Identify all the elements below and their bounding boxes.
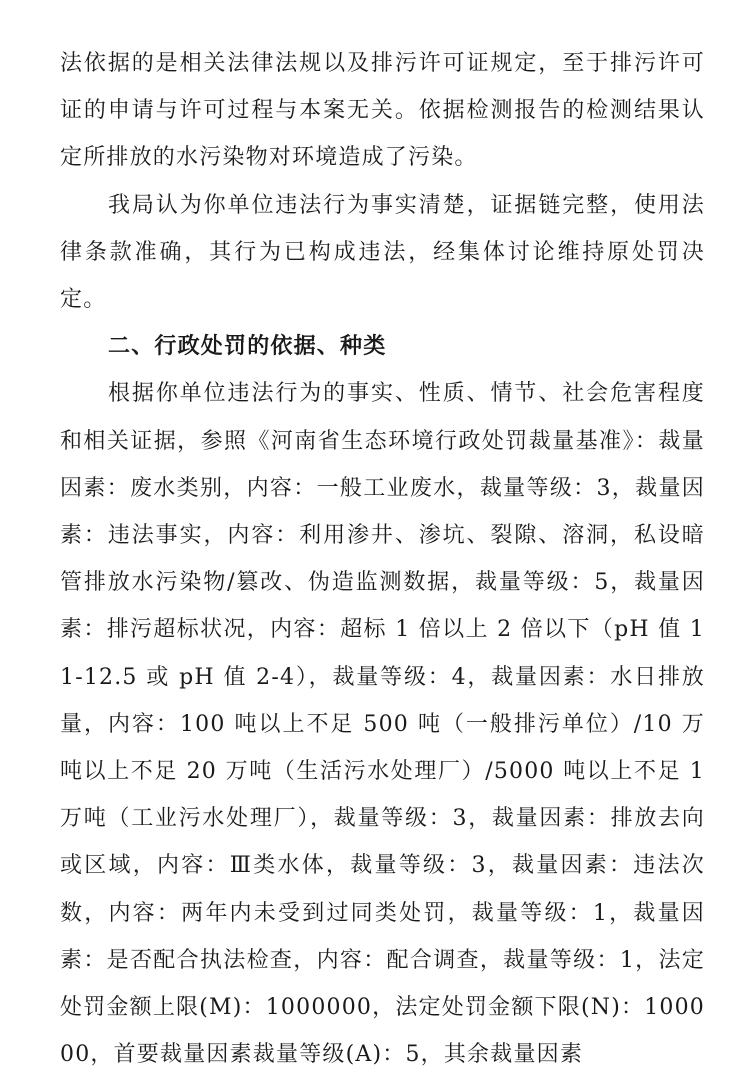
- paragraph-discretion-factors: 根据你单位违法行为的事实、性质、情节、社会危害程度和相关证据，参照《河南省生态环境行政处罚裁量基准》：裁量因素：废水类别，内容：一般工业废水，裁量等级：3，裁量因素：违法事实，内容：利用渗井、渗坑、裂隙、溶洞，私设暗管排放水污染物/篡改、伪造监测数据，裁量等级：5，裁量因素：排污超标状况，内容：超标 1 倍以上 2 倍以下（pH 值 11-12.5 或 pH 值 2-4），裁量等级：4，裁量因素：水日排放量，内容：100 吨以上不足 500 吨（一般排污单位）/10 万吨以上不足 20 万吨（生活污水处理厂）/5000 吨以上不足 1 万吨（工业污水处理厂），裁量等级：3，裁量因素：排放去向或区域，内容：Ⅲ类水体，裁量等级：3，裁量因素：违法次数，内容：两年内未受到过同类处罚，裁量等级：1，裁量因素：是否配合执法检查，内容：配合调查，裁量等级：1，法定处罚金额上限(M)：1000000，法定处罚金额下限(N)：100000，首要裁量因素裁量等级(A)：5，其余裁量因素: [60, 381, 705, 1068]
- paragraph-legal-basis: 法依据的是相关法律法规以及排污许可证规定，至于排污许可证的申请与许可过程与本案无关。依据检测报告的检测结果认定所排放的水污染物对环境造成了污染。: [60, 51, 705, 171]
- paragraph-bureau-decision: 我局认为你单位违法行为事实清楚，证据链完整，使用法律条款准确，其行为已构成违法，经集体讨论维持原处罚决定。: [60, 192, 705, 313]
- section-heading: 二、行政处罚的依据、种类: [108, 334, 387, 360]
- document-page: [60, 40, 705, 1078]
